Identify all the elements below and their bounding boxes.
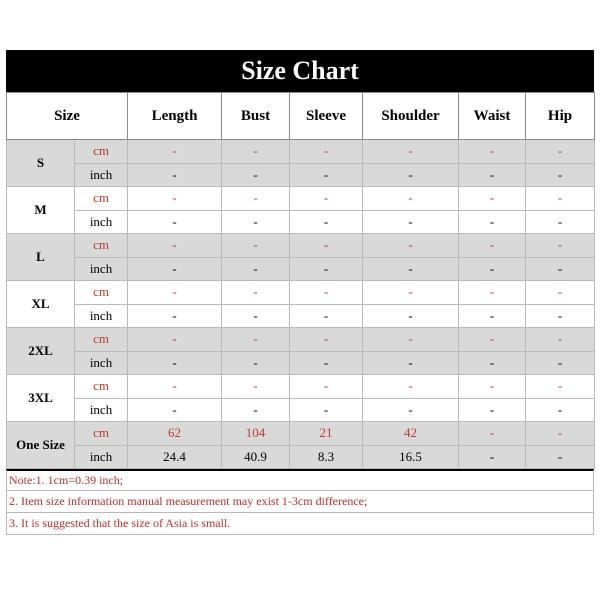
measurement-cell: - [222, 328, 290, 352]
unit-label-cm: cm [75, 140, 128, 164]
measurement-cell: - [128, 281, 222, 305]
table-row [7, 187, 595, 211]
size-label: 3XL [7, 375, 75, 422]
size-label: L [7, 234, 75, 281]
measurement-cell: - [222, 210, 290, 234]
measurement-cell: - [526, 234, 595, 258]
measurement-cell: - [459, 422, 526, 446]
unit-label-inch: inch [75, 163, 128, 187]
header-bust: Bust [222, 93, 290, 140]
table-row [7, 163, 595, 187]
table-row [7, 375, 595, 399]
size-chart [6, 50, 594, 535]
measurement-cell: 21 [290, 422, 363, 446]
size-label: S [7, 140, 75, 187]
measurement-cell: - [459, 445, 526, 469]
measurement-cell: - [128, 375, 222, 399]
measurement-cell: - [459, 398, 526, 422]
measurement-cell: 62 [128, 422, 222, 446]
measurement-cell: - [526, 257, 595, 281]
measurement-cell: - [290, 281, 363, 305]
size-label: M [7, 187, 75, 234]
measurement-cell: - [222, 140, 290, 164]
measurement-cell: - [128, 398, 222, 422]
measurement-cell: - [128, 351, 222, 375]
chart-title: Size Chart [6, 50, 594, 92]
measurement-cell: - [459, 304, 526, 328]
measurement-cell: - [222, 234, 290, 258]
measurement-cell: - [459, 187, 526, 211]
measurement-cell: - [222, 163, 290, 187]
table-row [7, 281, 595, 305]
measurement-cell: - [526, 398, 595, 422]
header-shoulder: Shoulder [363, 93, 459, 140]
measurement-cell: - [526, 375, 595, 399]
measurement-cell: - [459, 281, 526, 305]
measurement-cell: - [526, 328, 595, 352]
measurement-cell: - [128, 257, 222, 281]
measurement-cell: - [459, 375, 526, 399]
measurement-cell: - [222, 398, 290, 422]
measurement-cell: - [290, 328, 363, 352]
measurement-cell: - [526, 210, 595, 234]
measurement-cell: - [363, 210, 459, 234]
measurement-cell: 8.3 [290, 445, 363, 469]
table-row [7, 140, 595, 164]
measurement-cell: - [363, 187, 459, 211]
table-row [7, 398, 595, 422]
measurement-cell: - [128, 328, 222, 352]
header-length: Length [128, 93, 222, 140]
measurement-cell: - [526, 304, 595, 328]
measurement-cell: - [290, 398, 363, 422]
header-hip: Hip [526, 93, 595, 140]
unit-label-inch: inch [75, 445, 128, 469]
measurement-cell: - [526, 281, 595, 305]
table-row [7, 422, 595, 446]
measurement-cell: - [222, 187, 290, 211]
measurement-cell: - [526, 163, 595, 187]
measurement-cell: - [222, 281, 290, 305]
measurement-cell: - [128, 210, 222, 234]
note-1: Note:1. 1cm=0.39 inch; [6, 469, 594, 491]
measurement-cell: - [459, 351, 526, 375]
measurement-cell: - [363, 328, 459, 352]
measurement-cell: - [363, 398, 459, 422]
measurement-cell: - [526, 445, 595, 469]
measurement-cell: - [363, 304, 459, 328]
measurement-cell: - [363, 281, 459, 305]
table-row [7, 234, 595, 258]
size-label: 2XL [7, 328, 75, 375]
measurement-cell: - [459, 257, 526, 281]
measurement-cell: 104 [222, 422, 290, 446]
unit-label-inch: inch [75, 257, 128, 281]
measurement-cell: - [290, 234, 363, 258]
measurement-cell: 40.9 [222, 445, 290, 469]
table-row [7, 257, 595, 281]
table-row [7, 351, 595, 375]
measurement-cell: - [128, 304, 222, 328]
measurement-cell: - [290, 351, 363, 375]
measurement-cell: - [459, 140, 526, 164]
unit-label-inch: inch [75, 398, 128, 422]
measurement-cell: - [459, 210, 526, 234]
measurement-cell: - [290, 140, 363, 164]
measurement-cell: - [526, 351, 595, 375]
unit-label-cm: cm [75, 422, 128, 446]
measurement-cell: - [290, 163, 363, 187]
measurement-cell: - [128, 187, 222, 211]
measurement-cell: - [290, 375, 363, 399]
table-header-row [7, 93, 595, 140]
table-row [7, 328, 595, 352]
unit-label-inch: inch [75, 351, 128, 375]
header-waist: Waist [459, 93, 526, 140]
measurement-cell: - [290, 210, 363, 234]
unit-label-cm: cm [75, 187, 128, 211]
measurement-cell: - [526, 187, 595, 211]
measurement-cell: - [128, 140, 222, 164]
header-size: Size [7, 93, 128, 140]
measurement-cell: 24.4 [128, 445, 222, 469]
measurement-cell: - [459, 234, 526, 258]
measurement-cell: - [526, 422, 595, 446]
unit-label-cm: cm [75, 375, 128, 399]
measurement-cell: - [459, 163, 526, 187]
measurement-cell: - [459, 328, 526, 352]
measurement-cell: - [363, 234, 459, 258]
header-sleeve: Sleeve [290, 93, 363, 140]
unit-label-cm: cm [75, 328, 128, 352]
table-row [7, 210, 595, 234]
measurement-cell: - [222, 375, 290, 399]
unit-label-cm: cm [75, 234, 128, 258]
measurement-cell: - [363, 163, 459, 187]
measurement-cell: - [222, 257, 290, 281]
unit-label-inch: inch [75, 210, 128, 234]
table-row [7, 304, 595, 328]
note-2: 2. Item size information manual measurement may exist 1-3cm difference; [6, 491, 594, 513]
measurement-cell: - [363, 140, 459, 164]
notes [6, 469, 594, 535]
measurement-cell: - [222, 304, 290, 328]
size-table [6, 92, 595, 469]
measurement-cell: 16.5 [363, 445, 459, 469]
measurement-cell: - [526, 140, 595, 164]
unit-label-cm: cm [75, 281, 128, 305]
measurement-cell: - [290, 187, 363, 211]
note-3: 3. It is suggested that the size of Asia is small. [6, 513, 594, 535]
size-label: XL [7, 281, 75, 328]
unit-label-inch: inch [75, 304, 128, 328]
measurement-cell: - [128, 163, 222, 187]
measurement-cell: 42 [363, 422, 459, 446]
measurement-cell: - [363, 351, 459, 375]
measurement-cell: - [363, 257, 459, 281]
measurement-cell: - [222, 351, 290, 375]
measurement-cell: - [290, 304, 363, 328]
table-row [7, 445, 595, 469]
size-label: One Size [7, 422, 75, 469]
measurement-cell: - [290, 257, 363, 281]
measurement-cell: - [363, 375, 459, 399]
measurement-cell: - [128, 234, 222, 258]
